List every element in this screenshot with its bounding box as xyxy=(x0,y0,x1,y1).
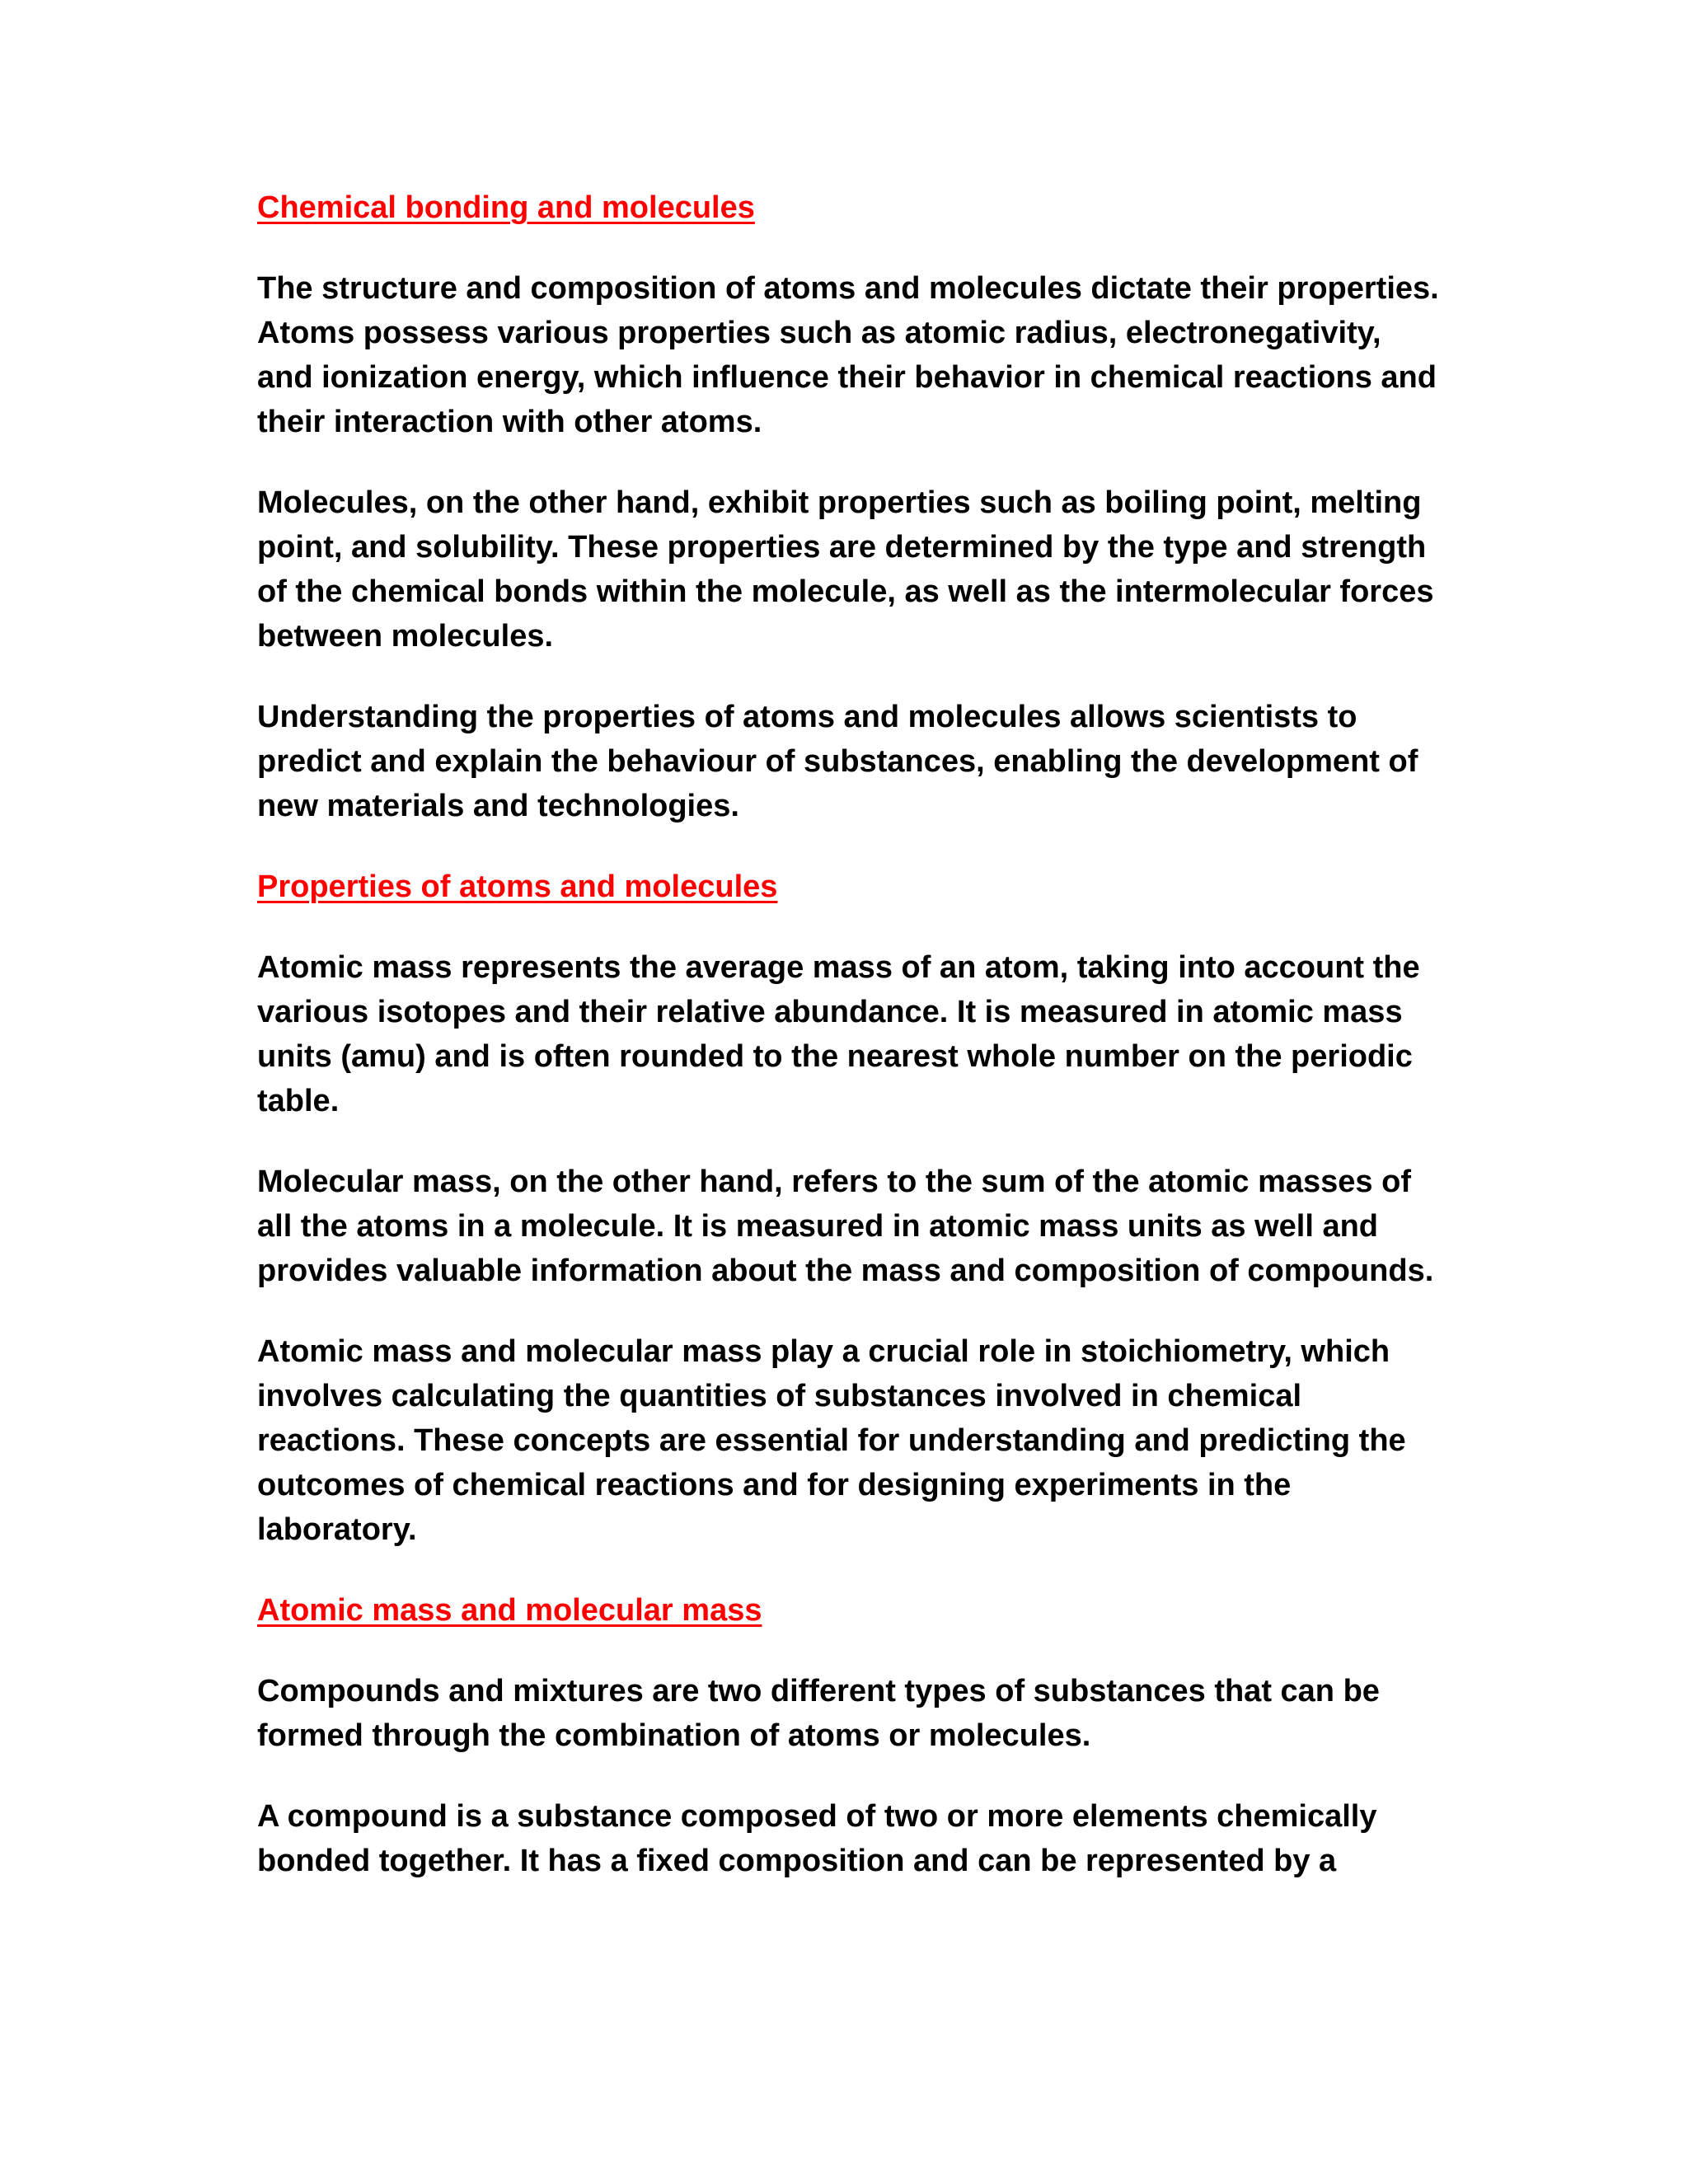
paragraph: The structure and composition of atoms and molecules dictate their properties. Atoms possess various properties such as atomic radius, electronegativity, and ionization energy, which influence their behavior in chemical reactions and their interaction with other atoms. xyxy=(257,271,1439,439)
section-heading-properties: Properties of atoms and molecules xyxy=(257,869,778,904)
paragraph: Molecular mass, on the other hand, refers to the sum of the atomic masses of all the atoms in a molecule. It is measured in atomic mass units as well and provides valuable information about the mass and composition of compounds. xyxy=(257,1165,1434,1288)
paragraph: A compound is a substance composed of two or more elements chemically bonded together. It has a fixed composition and can be represented by a xyxy=(257,1799,1377,1878)
document-body xyxy=(257,185,1444,1883)
section-heading-chemical-bonding: Chemical bonding and molecules xyxy=(257,190,755,225)
paragraph: Atomic mass represents the average mass of an atom, taking into account the various isotopes and their relative abundance. It is measured in atomic mass units (amu) and is often rounded to the nearest whole number on the periodic table. xyxy=(257,950,1420,1118)
paragraph: Molecules, on the other hand, exhibit properties such as boiling point, melting point, and solubility. These properties are determined by the type and strength of the chemical bonds within the molecule, as well as the intermolecular forces between molecules. xyxy=(257,485,1434,654)
paragraph: Compounds and mixtures are two different types of substances that can be formed through the combination of atoms or molecules. xyxy=(257,1674,1380,1753)
paragraph: Atomic mass and molecular mass play a crucial role in stoichiometry, which involves calculating the quantities of substances involved in chemical reactions. These concepts are essential for understanding and predicting the outcomes of chemical reactions and for designing experiments in the laboratory. xyxy=(257,1334,1406,1547)
section-heading-atomic-mass: Atomic mass and molecular mass xyxy=(257,1593,762,1628)
paragraph: Understanding the properties of atoms and molecules allows scientists to predict and explain the behaviour of substances, enabling the development of new materials and technologies. xyxy=(257,700,1418,823)
